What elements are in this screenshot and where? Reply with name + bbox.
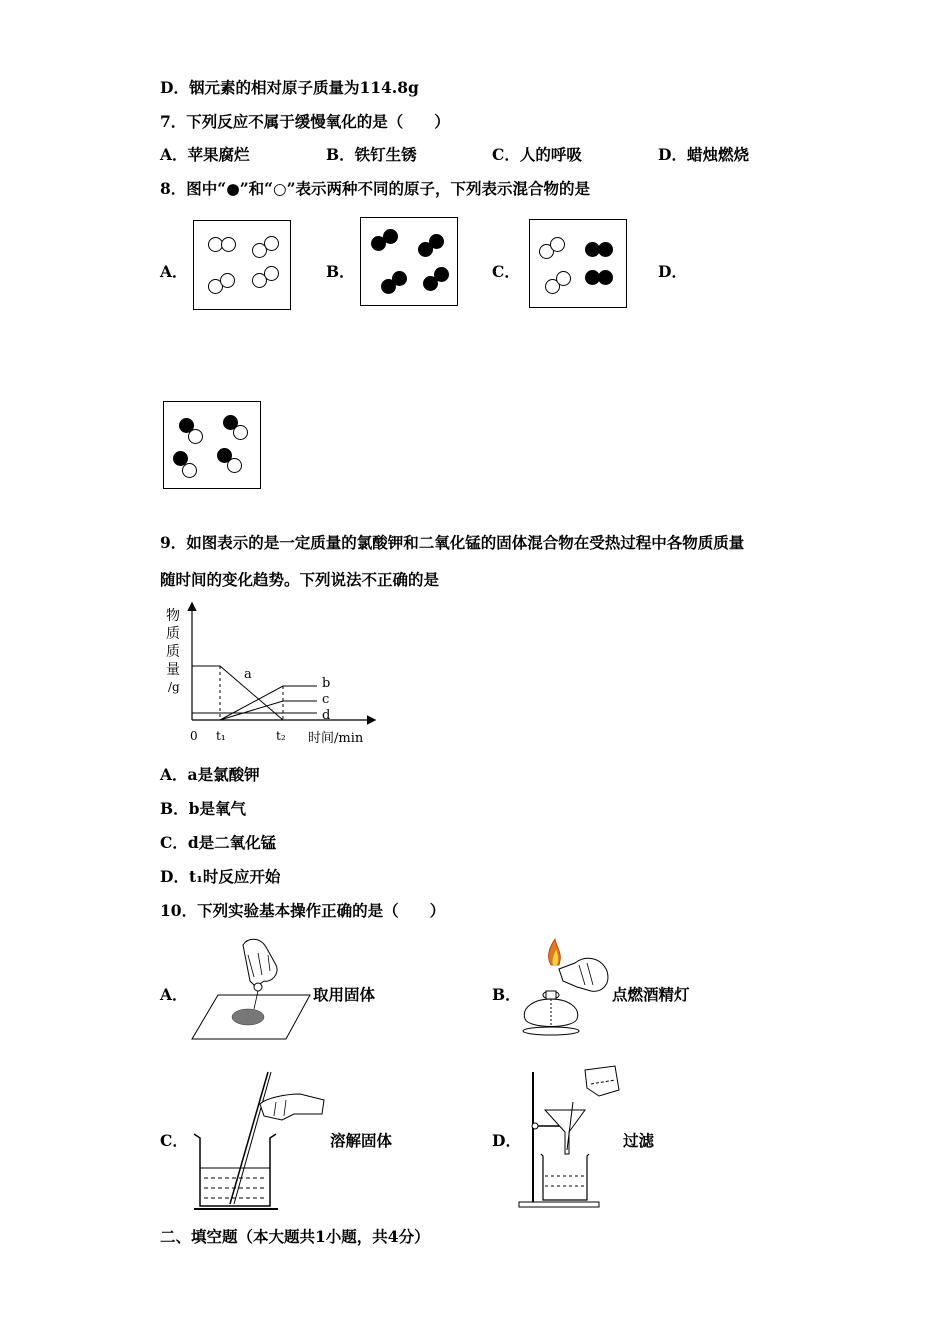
- q10-caption-c: 溶解固体: [330, 1131, 393, 1150]
- q9-option-c: C．d是二氧化锰: [160, 833, 277, 852]
- q10-caption-d: 过滤: [623, 1131, 655, 1150]
- q8-figure-a: [193, 220, 291, 310]
- q8-figure-d: [163, 401, 261, 489]
- q10-label-a: A．: [160, 985, 188, 1004]
- q10-label-b: B．: [492, 985, 521, 1004]
- q8-label-d: D．: [658, 262, 687, 281]
- q10-figure-c: [190, 1068, 330, 1213]
- q7-option-d: D．蜡烛燃烧: [658, 145, 749, 164]
- ylabel-0: 物: [166, 608, 180, 624]
- ylabel-1: 质: [166, 626, 180, 642]
- origin-label: 0: [190, 729, 198, 743]
- t2-label: t₂: [276, 729, 286, 743]
- q10-figure-d: [515, 1062, 630, 1212]
- q8-label-c: C．: [492, 262, 520, 281]
- q10-caption-b: 点燃酒精灯: [612, 985, 690, 1004]
- label-a: a: [244, 667, 252, 682]
- q9-option-a: A．a是氯酸钾: [160, 765, 260, 784]
- label-c: c: [322, 692, 330, 707]
- q7-option-a: A．苹果腐烂: [160, 145, 250, 164]
- q6-option-d: D．铟元素的相对原子质量为114.8g: [160, 78, 419, 97]
- q10-label-c: C．: [160, 1131, 188, 1150]
- ylabel-3: 量: [166, 662, 180, 678]
- q8-stem: 8．图中“●”和“○”表示两种不同的原子，下列表示混合物的是: [160, 179, 590, 198]
- series-b: [220, 686, 317, 720]
- q7-option-c: C．人的呼吸: [492, 145, 582, 164]
- t1-label: t₁: [216, 729, 226, 743]
- label-d: d: [322, 708, 331, 723]
- ylabel-unit: /g: [168, 680, 180, 694]
- q8-label-a: A．: [160, 262, 188, 281]
- q7-option-b: B．铁钉生锈: [326, 145, 417, 164]
- q10-label-d: D．: [492, 1131, 521, 1150]
- q8-figure-c: [529, 219, 627, 308]
- ylabel-2: 质: [166, 644, 180, 660]
- q10-figure-b: [515, 935, 615, 1040]
- series-c: [220, 701, 317, 720]
- q8-label-b: B．: [326, 262, 355, 281]
- q10-stem: 10．下列实验基本操作正确的是（ ）: [160, 901, 446, 920]
- q10-caption-a: 取用固体: [313, 985, 376, 1004]
- q9-option-b: B．b是氧气: [160, 799, 246, 818]
- q8-figure-b: [360, 217, 458, 306]
- q10-figure-a: [188, 935, 313, 1045]
- q9-option-d: D．t₁时反应开始: [160, 867, 281, 886]
- section2-title: 二、填空题（本大题共1小题，共4分）: [160, 1227, 430, 1246]
- q9-stem-line2: 随时间的变化趋势。下列说法不正确的是: [160, 570, 440, 589]
- xlabel: 时间/min: [308, 731, 364, 746]
- label-b: b: [322, 676, 331, 691]
- q9-chart: [160, 600, 380, 750]
- q9-stem-line1: 9．如图表示的是一定质量的氯酸钾和二氧化锰的固体混合物在受热过程中各物质质量: [160, 533, 745, 552]
- q7-stem: 7．下列反应不属于缓慢氧化的是（ ）: [160, 112, 450, 131]
